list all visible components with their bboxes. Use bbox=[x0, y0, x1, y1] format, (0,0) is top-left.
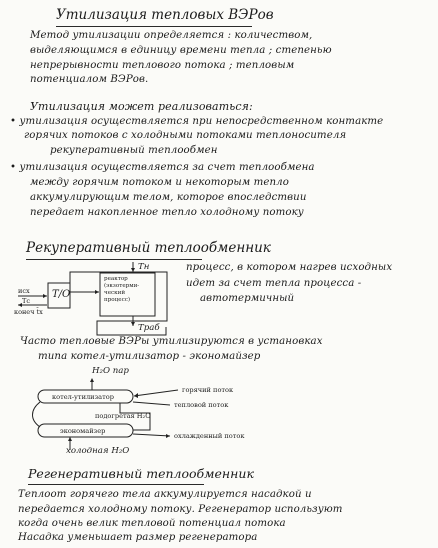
process-description: процесс, в котором нагрев исходных bbox=[186, 262, 393, 273]
paragraph-line: Часто тепловые ВЭРы утилизируются в установках bbox=[20, 336, 323, 347]
paragraph-line: Насадка уменьшает размер регенератора bbox=[18, 532, 258, 543]
economizer-label: экономайзер bbox=[60, 427, 106, 435]
paragraph-line: передается холодному потоку. Регенератор используют bbox=[18, 504, 343, 515]
hot-flow-label: горячий поток bbox=[182, 386, 234, 394]
temperature-in-label: Тн bbox=[138, 262, 150, 272]
paragraph-line: типа котел-утилизатор - экономайзер bbox=[38, 351, 261, 362]
page-title-utilization: Утилизация тепловых ВЭРов bbox=[56, 7, 274, 23]
bullet-line: между горячим потоком и некоторым тепло bbox=[30, 177, 290, 188]
process-description: идет за счет тепла процесса - bbox=[186, 278, 362, 289]
input-label: исх bbox=[18, 287, 30, 295]
output-label: конеч t̄х bbox=[14, 308, 43, 316]
reactor-label: (экзотерми- bbox=[104, 283, 140, 289]
paragraph-line: выделяющимся в единицу времени тепла ; степенью bbox=[30, 45, 332, 56]
bullet-line: передает накопленное тепло холодному потоку bbox=[30, 207, 304, 218]
heat-exchanger-label: Т/О bbox=[52, 289, 71, 300]
temperature-work-label: Траб bbox=[138, 323, 160, 333]
intro-heading: Утилизация может реализоваться: bbox=[30, 100, 253, 113]
input-label: Тс bbox=[22, 297, 30, 305]
reactor-label: процесс) bbox=[104, 297, 131, 303]
steam-label: H₂O пар bbox=[92, 366, 129, 376]
recuperative-title: Рекуперативный теплообменник bbox=[26, 240, 271, 256]
paragraph-line: потенциалом ВЭРов. bbox=[30, 74, 149, 85]
bullet-line: горячих потоков с холодными потоками теплоносителя bbox=[24, 130, 347, 141]
paragraph-line: Теплоот горячего тела аккумулируется насадкой и bbox=[18, 489, 312, 500]
heated-water-label: подогретая H₂O bbox=[95, 412, 151, 420]
paragraph-line: Метод утилизации определяется : количеством, bbox=[30, 30, 313, 41]
reactor-label: реактор bbox=[104, 276, 128, 282]
process-description: автотермичный bbox=[200, 293, 295, 304]
cooled-flow-label: охлажденный поток bbox=[174, 432, 245, 440]
paragraph-line: непрерывности теплового потока ; тепловым bbox=[30, 60, 295, 71]
bullet-line: • утилизация осуществляется за счет теплообмена bbox=[10, 162, 315, 173]
regenerative-title: Регенеративный теплообменник bbox=[28, 466, 254, 481]
paragraph-line: когда очень велик тепловой потенциал потока bbox=[18, 518, 286, 529]
reactor-label: ческий bbox=[104, 290, 126, 296]
title-underline bbox=[28, 484, 204, 485]
heat-flow-label: тепловой поток bbox=[174, 401, 229, 409]
boiler-label: котел-утилизатор bbox=[52, 393, 114, 401]
bullet-line: аккумулирующим телом, которое впоследствии bbox=[30, 192, 307, 203]
cold-water-label: холодная H₂O bbox=[66, 446, 130, 456]
bullet-line: • утилизация осуществляется при непосредственном контакте bbox=[10, 116, 384, 127]
bullet-line: рекуперативный теплообмен bbox=[50, 145, 218, 156]
